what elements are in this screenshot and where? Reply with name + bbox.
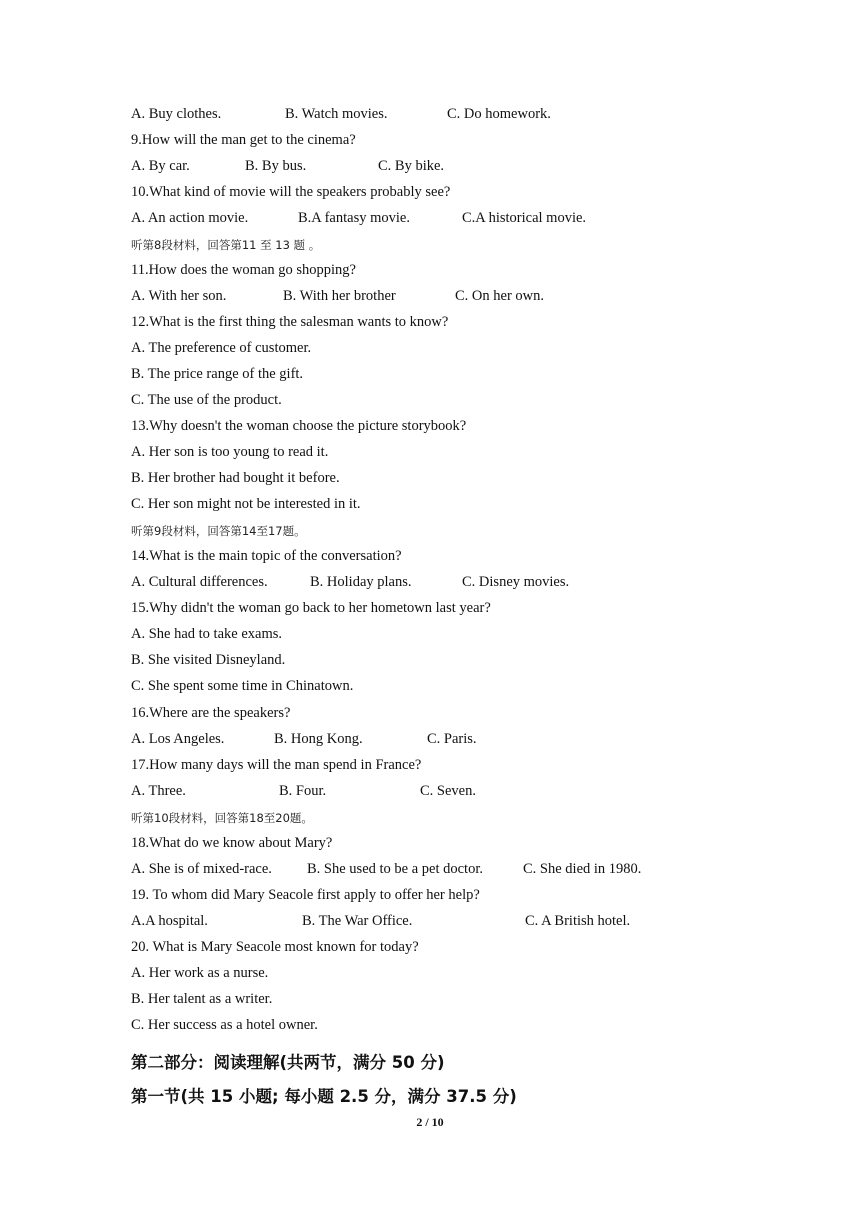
q18-question: 18.What do we know about Mary? bbox=[131, 835, 333, 851]
q17-question: 17.How many days will the man spend in France? bbox=[131, 757, 422, 773]
q9-option-c: C. By bike. bbox=[378, 158, 445, 174]
section-note-9: 听第9段材料，回答第14至17题。 bbox=[131, 524, 306, 538]
q11-option-a: A. With her son. bbox=[131, 288, 227, 304]
q8-option-c: C. Do homework. bbox=[447, 106, 551, 122]
q9-option-a: A. By car. bbox=[131, 158, 190, 174]
q13-question: 13.Why doesn't the woman choose the picture storybook? bbox=[131, 418, 467, 434]
section-note-8: 听第8段材料，回答第11 至 13 题 。 bbox=[131, 238, 321, 252]
q18-option-a: A. She is of mixed-race. bbox=[131, 861, 272, 877]
q14-option-a: A. Cultural differences. bbox=[131, 574, 268, 590]
q18-option-c: C. She died in 1980. bbox=[523, 861, 642, 877]
q19-option-b: B. The War Office. bbox=[302, 913, 413, 929]
part2-heading: 第二部分：阅读理解(共两节，满分 50 分) bbox=[131, 1053, 445, 1072]
q9-question: 9.How will the man get to the cinema? bbox=[131, 132, 356, 148]
q12-option-b: B. The price range of the gift. bbox=[131, 366, 304, 382]
q16-option-c: C. Paris. bbox=[427, 731, 477, 747]
q13-option-a: A. Her son is too young to read it. bbox=[131, 444, 329, 460]
section1-heading: 第一节(共 15 小题; 每小题 2.5 分，满分 37.5 分) bbox=[131, 1087, 517, 1106]
q16-option-b: B. Hong Kong. bbox=[274, 731, 363, 747]
q15-option-b: B. She visited Disneyland. bbox=[131, 652, 286, 668]
q20-option-a: A. Her work as a nurse. bbox=[131, 965, 269, 981]
q11-option-c: C. On her own. bbox=[455, 288, 545, 304]
q13-option-b: B. Her brother had bought it before. bbox=[131, 470, 340, 486]
q10-option-c: C.A historical movie. bbox=[462, 210, 587, 226]
q15-question: 15.Why didn't the woman go back to her hometown last year? bbox=[131, 600, 491, 616]
q20-question: 20. What is Mary Seacole most known for today? bbox=[131, 939, 419, 955]
q14-option-b: B. Holiday plans. bbox=[310, 574, 412, 590]
q19-option-a: A.A hospital. bbox=[131, 913, 208, 929]
q14-question: 14.What is the main topic of the conversation? bbox=[131, 548, 402, 564]
q12-option-c: C. The use of the product. bbox=[131, 392, 282, 408]
q16-question: 16.Where are the speakers? bbox=[131, 705, 291, 721]
q15-option-c: C. She spent some time in Chinatown. bbox=[131, 678, 354, 694]
q14-option-c: C. Disney movies. bbox=[462, 574, 570, 590]
q15-option-a: A. She had to take exams. bbox=[131, 626, 283, 642]
q10-option-b: B.A fantasy movie. bbox=[298, 210, 410, 226]
q17-option-c: C. Seven. bbox=[420, 783, 476, 799]
q17-option-a: A. Three. bbox=[131, 783, 186, 799]
q8-option-a: A. Buy clothes. bbox=[131, 106, 222, 122]
q13-option-c: C. Her son might not be interested in it. bbox=[131, 496, 361, 512]
q10-option-a: A. An action movie. bbox=[131, 210, 249, 226]
page-number: 2 / 10 bbox=[416, 1115, 444, 1129]
q20-option-b: B. Her talent as a writer. bbox=[131, 991, 273, 1007]
q17-option-b: B. Four. bbox=[279, 783, 327, 799]
q19-option-c: C. A British hotel. bbox=[525, 913, 631, 929]
q8-option-b: B. Watch movies. bbox=[285, 106, 388, 122]
q12-option-a: A. The preference of customer. bbox=[131, 340, 312, 356]
q9-option-b: B. By bus. bbox=[245, 158, 307, 174]
q20-option-c: C. Her success as a hotel owner. bbox=[131, 1017, 318, 1033]
section-note-10: 听第10段材料，回答第18至20题。 bbox=[131, 811, 313, 825]
q12-question: 12.What is the first thing the salesman wants to know? bbox=[131, 314, 449, 330]
q10-question: 10.What kind of movie will the speakers probably see? bbox=[131, 184, 451, 200]
q19-question: 19. To whom did Mary Seacole first apply to offer her help? bbox=[131, 887, 480, 903]
q16-option-a: A. Los Angeles. bbox=[131, 731, 225, 747]
q11-option-b: B. With her brother bbox=[283, 288, 396, 304]
q18-option-b: B. She used to be a pet doctor. bbox=[307, 861, 483, 877]
q11-question: 11.How does the woman go shopping? bbox=[131, 262, 356, 278]
